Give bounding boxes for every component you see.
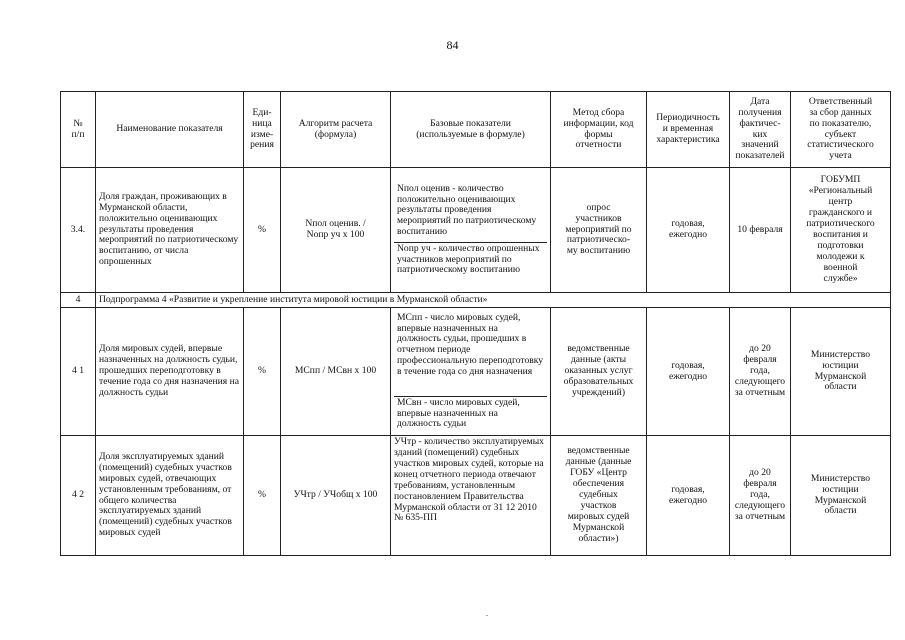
row-num: 3.4.	[61, 168, 96, 293]
row-date: до 20 февраля года, следующего за отчетным	[730, 308, 791, 436]
header-num: № п/п	[61, 92, 96, 168]
table-header-row	[61, 92, 891, 168]
header-method: Метод сбора информации, код формы отчетности	[551, 92, 647, 168]
table-row	[61, 436, 891, 556]
row-date: 10 февраля	[730, 168, 791, 293]
row-period: годовая, ежегодно	[647, 308, 730, 436]
row-name: Доля мировых судей, впервые назначенных на должность судьи, прошедших переподготовку в течение года со дня назначения на должность судьи	[96, 308, 244, 436]
header-name: Наименование показателя	[96, 92, 244, 168]
table-row	[61, 168, 891, 293]
row-algorithm: УЧтр / УЧобщ х 100	[281, 436, 391, 556]
row-name: Доля эксплуатируемых зданий (помещений) судебных участков мировых судей, отвечающих установленным требованиям, от общего количества эксплуатируемых зданий (помещений) судебных участков мировых судей	[96, 436, 244, 556]
row-responsible: ГОБУМП «Региональный центр гражданского и патриотического воспитания и подготовки молодежи к военной службе»	[791, 168, 891, 293]
subprogram-row	[61, 293, 891, 308]
row-method: опрос участников мероприятий по патриотическо- му воспитанию	[551, 168, 647, 293]
header-date: Дата получения фактичес- ких значений показателей	[730, 92, 791, 168]
row-period: годовая, ежегодно	[647, 168, 730, 293]
base-item: Nпол оценив - количество положительно оценивающих результаты проведения мероприятий по патриотическому воспитанию	[397, 182, 537, 238]
row-method: ведомственные данные (данные ГОБУ «Центр обеспечения судебных участков мировых судей Мурманской области»)	[551, 436, 647, 556]
row-unit: %	[244, 436, 281, 556]
row-period: годовая, ежегодно	[647, 436, 730, 556]
row-num: 4 1	[61, 308, 96, 436]
header-algorithm: Алгоритм расчета (формула)	[281, 92, 391, 168]
row-base: УЧтр - количество эксплуатируемых зданий (помещений) судебных участков мировых судей, которые на конец отчетного периода отвечают требованиям, установленным постановлением Правительства Мурманской области от 31 12 2010 № 635-ПП	[391, 436, 551, 556]
row-method: ведомственные данные (акты оказанных услуг образовательных учреждений)	[551, 308, 647, 436]
row-base	[391, 168, 551, 293]
header-base: Базовые показатели (используемые в формуле)	[391, 92, 551, 168]
header-unit: Еди- ница изме- рения	[244, 92, 281, 168]
header-period: Периодичность и временная характеристика	[647, 92, 730, 168]
row-algorithm: Nпол оценив. / Nопр уч х 100	[281, 168, 391, 293]
row-num: 4 2	[61, 436, 96, 556]
row-algorithm: МСпп / МСвн х 100	[281, 308, 391, 436]
row-responsible: Министерство юстиции Мурманской области	[791, 436, 891, 556]
subprogram-num: 4	[61, 293, 96, 308]
base-item: МСпп - число мировых судей, впервые назначенных на должность судьи, прошедших в отчетном периоде профессиональную переподготовку в течение года со дня назначения	[397, 311, 544, 378]
base-item: МСвн - число мировых судей, впервые назначенных на должность судьи	[394, 396, 547, 432]
row-date: до 20 февраля года, следующего за отчетным	[730, 436, 791, 556]
row-name: Доля граждан, проживающих в Мурманской области, положительно оценивающих результаты проведения мероприятий по патриотическому воспитанию, от числа опрошенных	[96, 168, 244, 293]
row-unit: %	[244, 308, 281, 436]
row-unit: %	[244, 168, 281, 293]
base-item: Nопр уч - количество опрошенных участников мероприятий по патриотическому воспитанию	[394, 242, 547, 278]
subprogram-title: Подпрограмма 4 «Развитие и укрепление института мировой юстиции в Мурманской области»	[96, 293, 891, 308]
indicators-table	[60, 91, 891, 556]
row-responsible: Министерство юстиции Мурманской области	[791, 308, 891, 436]
footer-mark: .	[486, 609, 488, 618]
page-number: 84	[446, 38, 459, 52]
row-base	[391, 308, 551, 436]
header-responsible: Ответственный за сбор данных по показателю, субъект статистического учета	[791, 92, 891, 168]
table-row	[61, 308, 891, 436]
